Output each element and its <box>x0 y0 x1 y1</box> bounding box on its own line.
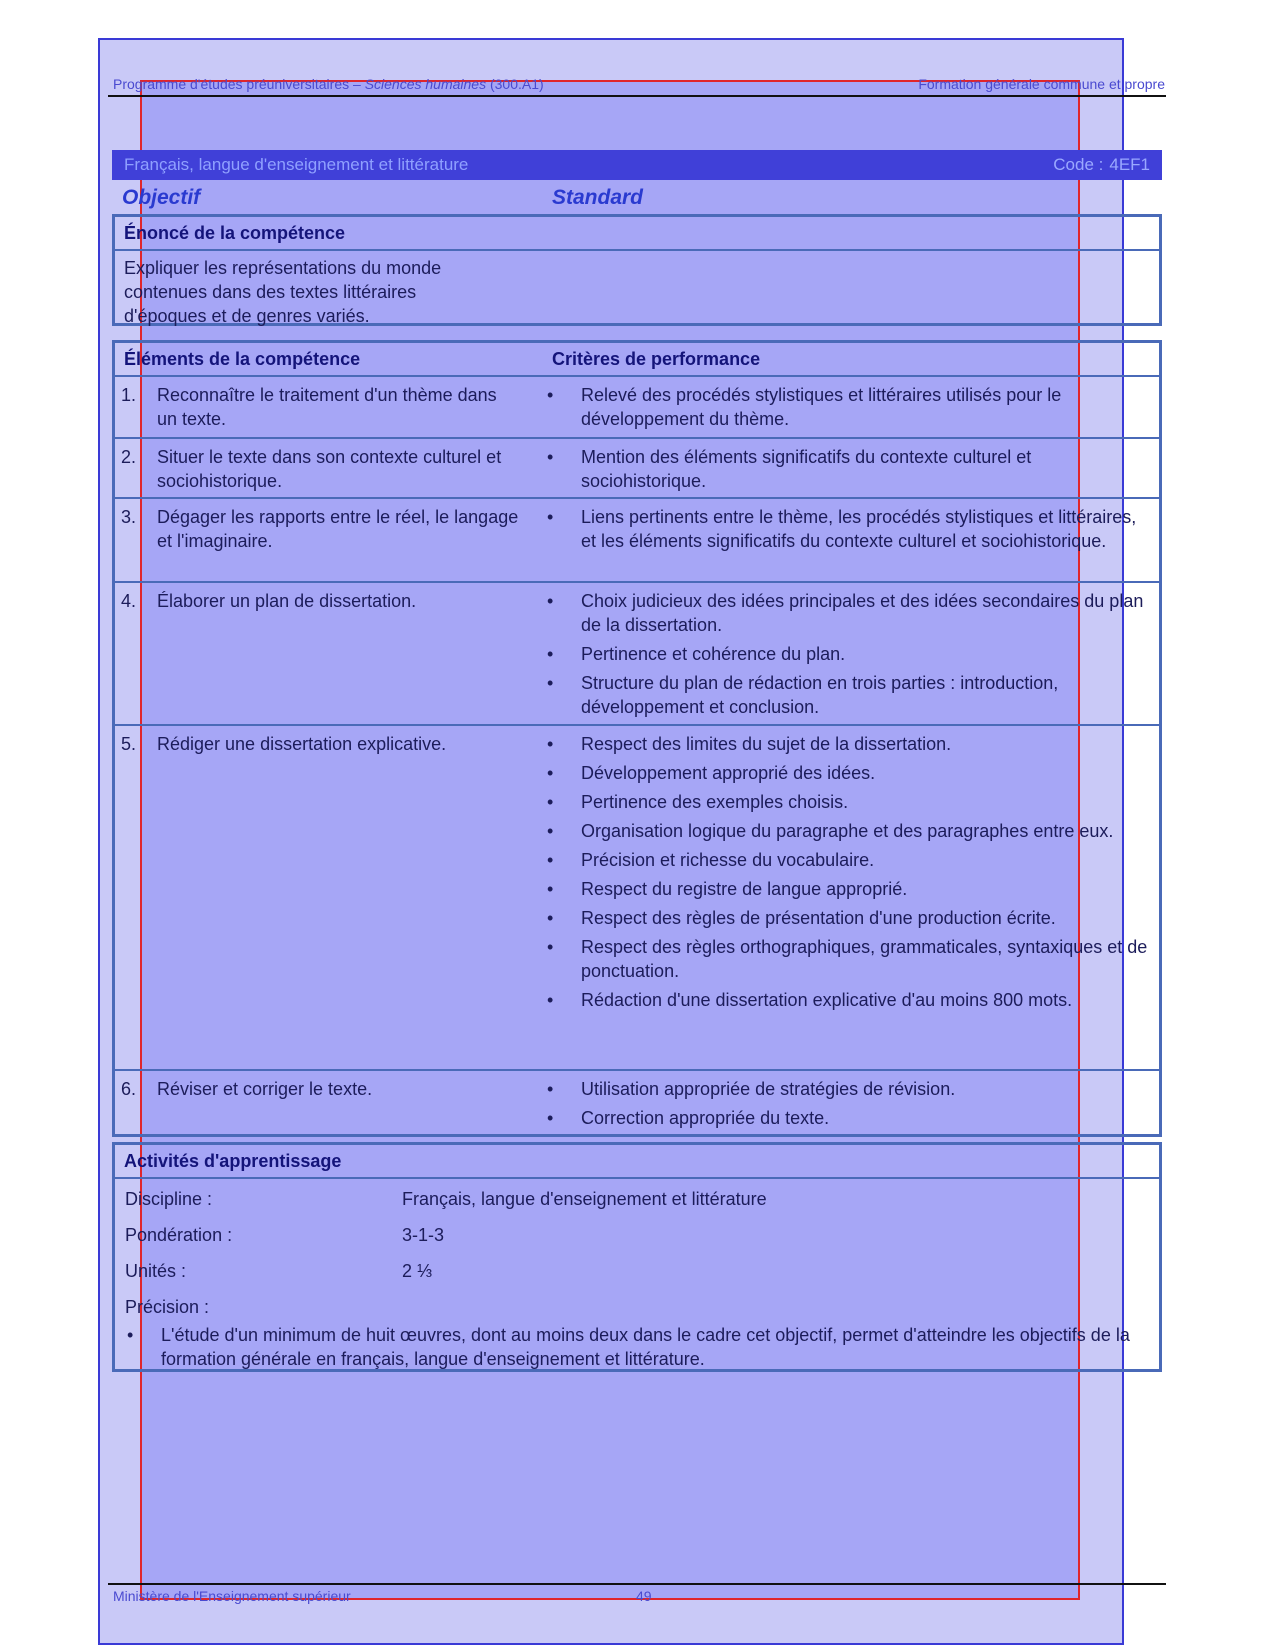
column-titles <box>122 186 1162 210</box>
criteria-list <box>545 1077 1150 1135</box>
discipline-title-bar <box>112 150 1162 180</box>
unites-label: Unités : <box>125 1261 187 1281</box>
element-row-2 <box>115 437 1159 497</box>
element-item <box>121 445 521 493</box>
elements-box <box>112 340 1162 1137</box>
unites-value: 2 ⅓ <box>402 1261 433 1281</box>
elements-header <box>115 343 1159 377</box>
element-text: Réviser et corriger le texte. <box>157 1079 373 1099</box>
precision-label: Précision : <box>125 1297 210 1317</box>
criterion-item: • Structure du plan de rédaction en trois parties : introduction, développement et conclusion. <box>545 671 1150 719</box>
standard-title: Standard <box>552 186 644 209</box>
element-number: 1. <box>121 385 137 405</box>
element-row-5 <box>115 724 1159 1069</box>
footer-ministry: Ministère de l'Enseignement supérieur <box>113 1588 351 1604</box>
competence-text: Expliquer les représentations du monde contenues dans des textes littéraires d'époques et de genres variés. <box>124 258 442 326</box>
objective-title: Objectif <box>122 186 201 209</box>
page-number: 49 <box>636 1588 652 1604</box>
element-item <box>121 1077 521 1101</box>
element-item <box>121 589 521 613</box>
running-header-left <box>113 76 544 92</box>
criterion-item: • Relevé des procédés stylistiques et littéraires utilisés pour le développement du thème. <box>545 383 1150 431</box>
element-text: Reconnaître le traitement d'un thème dans un texte. <box>157 385 497 429</box>
criterion-item: • Pertinence et cohérence du plan. <box>545 642 1150 666</box>
criteria-list <box>545 383 1150 436</box>
ponderation-label: Pondération : <box>125 1225 233 1245</box>
elements-heading: Éléments de la compétence <box>124 348 361 369</box>
criteria-list <box>545 445 1150 498</box>
criterion-item: • Respect du registre de langue approprié. <box>545 877 1150 901</box>
element-number: 6. <box>121 1079 137 1099</box>
criterion-item: • Utilisation appropriée de stratégies de révision. <box>545 1077 1150 1101</box>
criteria-list <box>545 732 1150 1017</box>
activities-box <box>112 1142 1162 1372</box>
element-row-1 <box>115 377 1159 437</box>
criterion-item: • Organisation logique du paragraphe et des paragraphes entre eux. <box>545 819 1150 843</box>
criterion-item: • Mention des éléments significatifs du contexte culturel et sociohistorique. <box>545 445 1150 493</box>
element-number: 4. <box>121 591 137 611</box>
element-item <box>121 732 521 756</box>
element-number: 2. <box>121 447 137 467</box>
precision-text: • L'étude d'un minimum de huit œuvres, dont au moins deux dans le cadre cet objectif, permet d'atteindre les objectifs de la formation générale en français, langue d'enseignement et littérature. <box>125 1323 1150 1371</box>
ponderation-line <box>125 1225 445 1246</box>
activities-heading: Activités d'apprentissage <box>115 1145 1159 1179</box>
element-text: Élaborer un plan de dissertation. <box>157 591 417 611</box>
code-value: 4EF1 <box>1109 155 1150 174</box>
element-row-4 <box>115 581 1159 724</box>
criterion-item: • Développement approprié des idées. <box>545 761 1150 785</box>
discipline-title: Français, langue d'enseignement et littérature <box>124 155 469 174</box>
criterion-item: • Respect des limites du sujet de la dissertation. <box>545 732 1150 756</box>
unites-line <box>125 1261 433 1282</box>
header-program-code: (300.A1) <box>489 76 544 92</box>
element-text: Dégager les rapports entre le réel, le langage et l'imaginaire. <box>157 507 519 551</box>
header-rule <box>108 95 1166 97</box>
running-header-right: Formation générale commune et propre <box>918 76 1165 92</box>
element-item <box>121 383 521 431</box>
criterion-item: • Respect des règles de présentation d'une production écrite. <box>545 906 1150 930</box>
criterion-item: • Précision et richesse du vocabulaire. <box>545 848 1150 872</box>
element-row-6 <box>115 1069 1159 1134</box>
criterion-item: • Respect des règles orthographiques, grammaticales, syntaxiques et de ponctuation. <box>545 935 1150 983</box>
element-number: 5. <box>121 734 137 754</box>
discipline-value: Français, langue d'enseignement et littérature <box>402 1189 767 1209</box>
header-program-name: Sciences humaines <box>364 76 487 92</box>
element-text: Rédiger une dissertation explicative. <box>157 734 447 754</box>
criterion-item: • Choix judicieux des idées principales et des idées secondaires du plan de la dissertation. <box>545 589 1150 637</box>
discipline-line <box>125 1189 767 1210</box>
element-number: 3. <box>121 507 137 527</box>
element-text: Situer le texte dans son contexte culturel et sociohistorique. <box>157 447 502 491</box>
element-item <box>121 505 521 553</box>
criteria-list <box>545 505 1150 558</box>
code-label: Code : <box>1053 155 1104 174</box>
competence-heading: Énoncé de la compétence <box>115 217 1159 251</box>
criterion-item: • Pertinence des exemples choisis. <box>545 790 1150 814</box>
criterion-item: • Correction appropriée du texte. <box>545 1106 1150 1130</box>
criteria-heading: Critères de performance <box>552 348 761 369</box>
header-program: Programme d'études préuniversitaires – <box>113 76 361 92</box>
course-code <box>1053 155 1150 175</box>
ponderation-value: 3-1-3 <box>402 1225 445 1245</box>
discipline-label: Discipline : <box>125 1189 213 1209</box>
footer-rule <box>108 1583 1166 1585</box>
criterion-item: • Rédaction d'une dissertation explicative d'au moins 800 mots. <box>545 988 1150 1012</box>
element-row-3 <box>115 497 1159 581</box>
competence-box <box>112 214 1162 326</box>
criteria-list <box>545 589 1150 724</box>
criterion-item: • Liens pertinents entre le thème, les procédés stylistiques et littéraires, et les éléments significatifs du contexte culturel et sociohistorique. <box>545 505 1150 553</box>
